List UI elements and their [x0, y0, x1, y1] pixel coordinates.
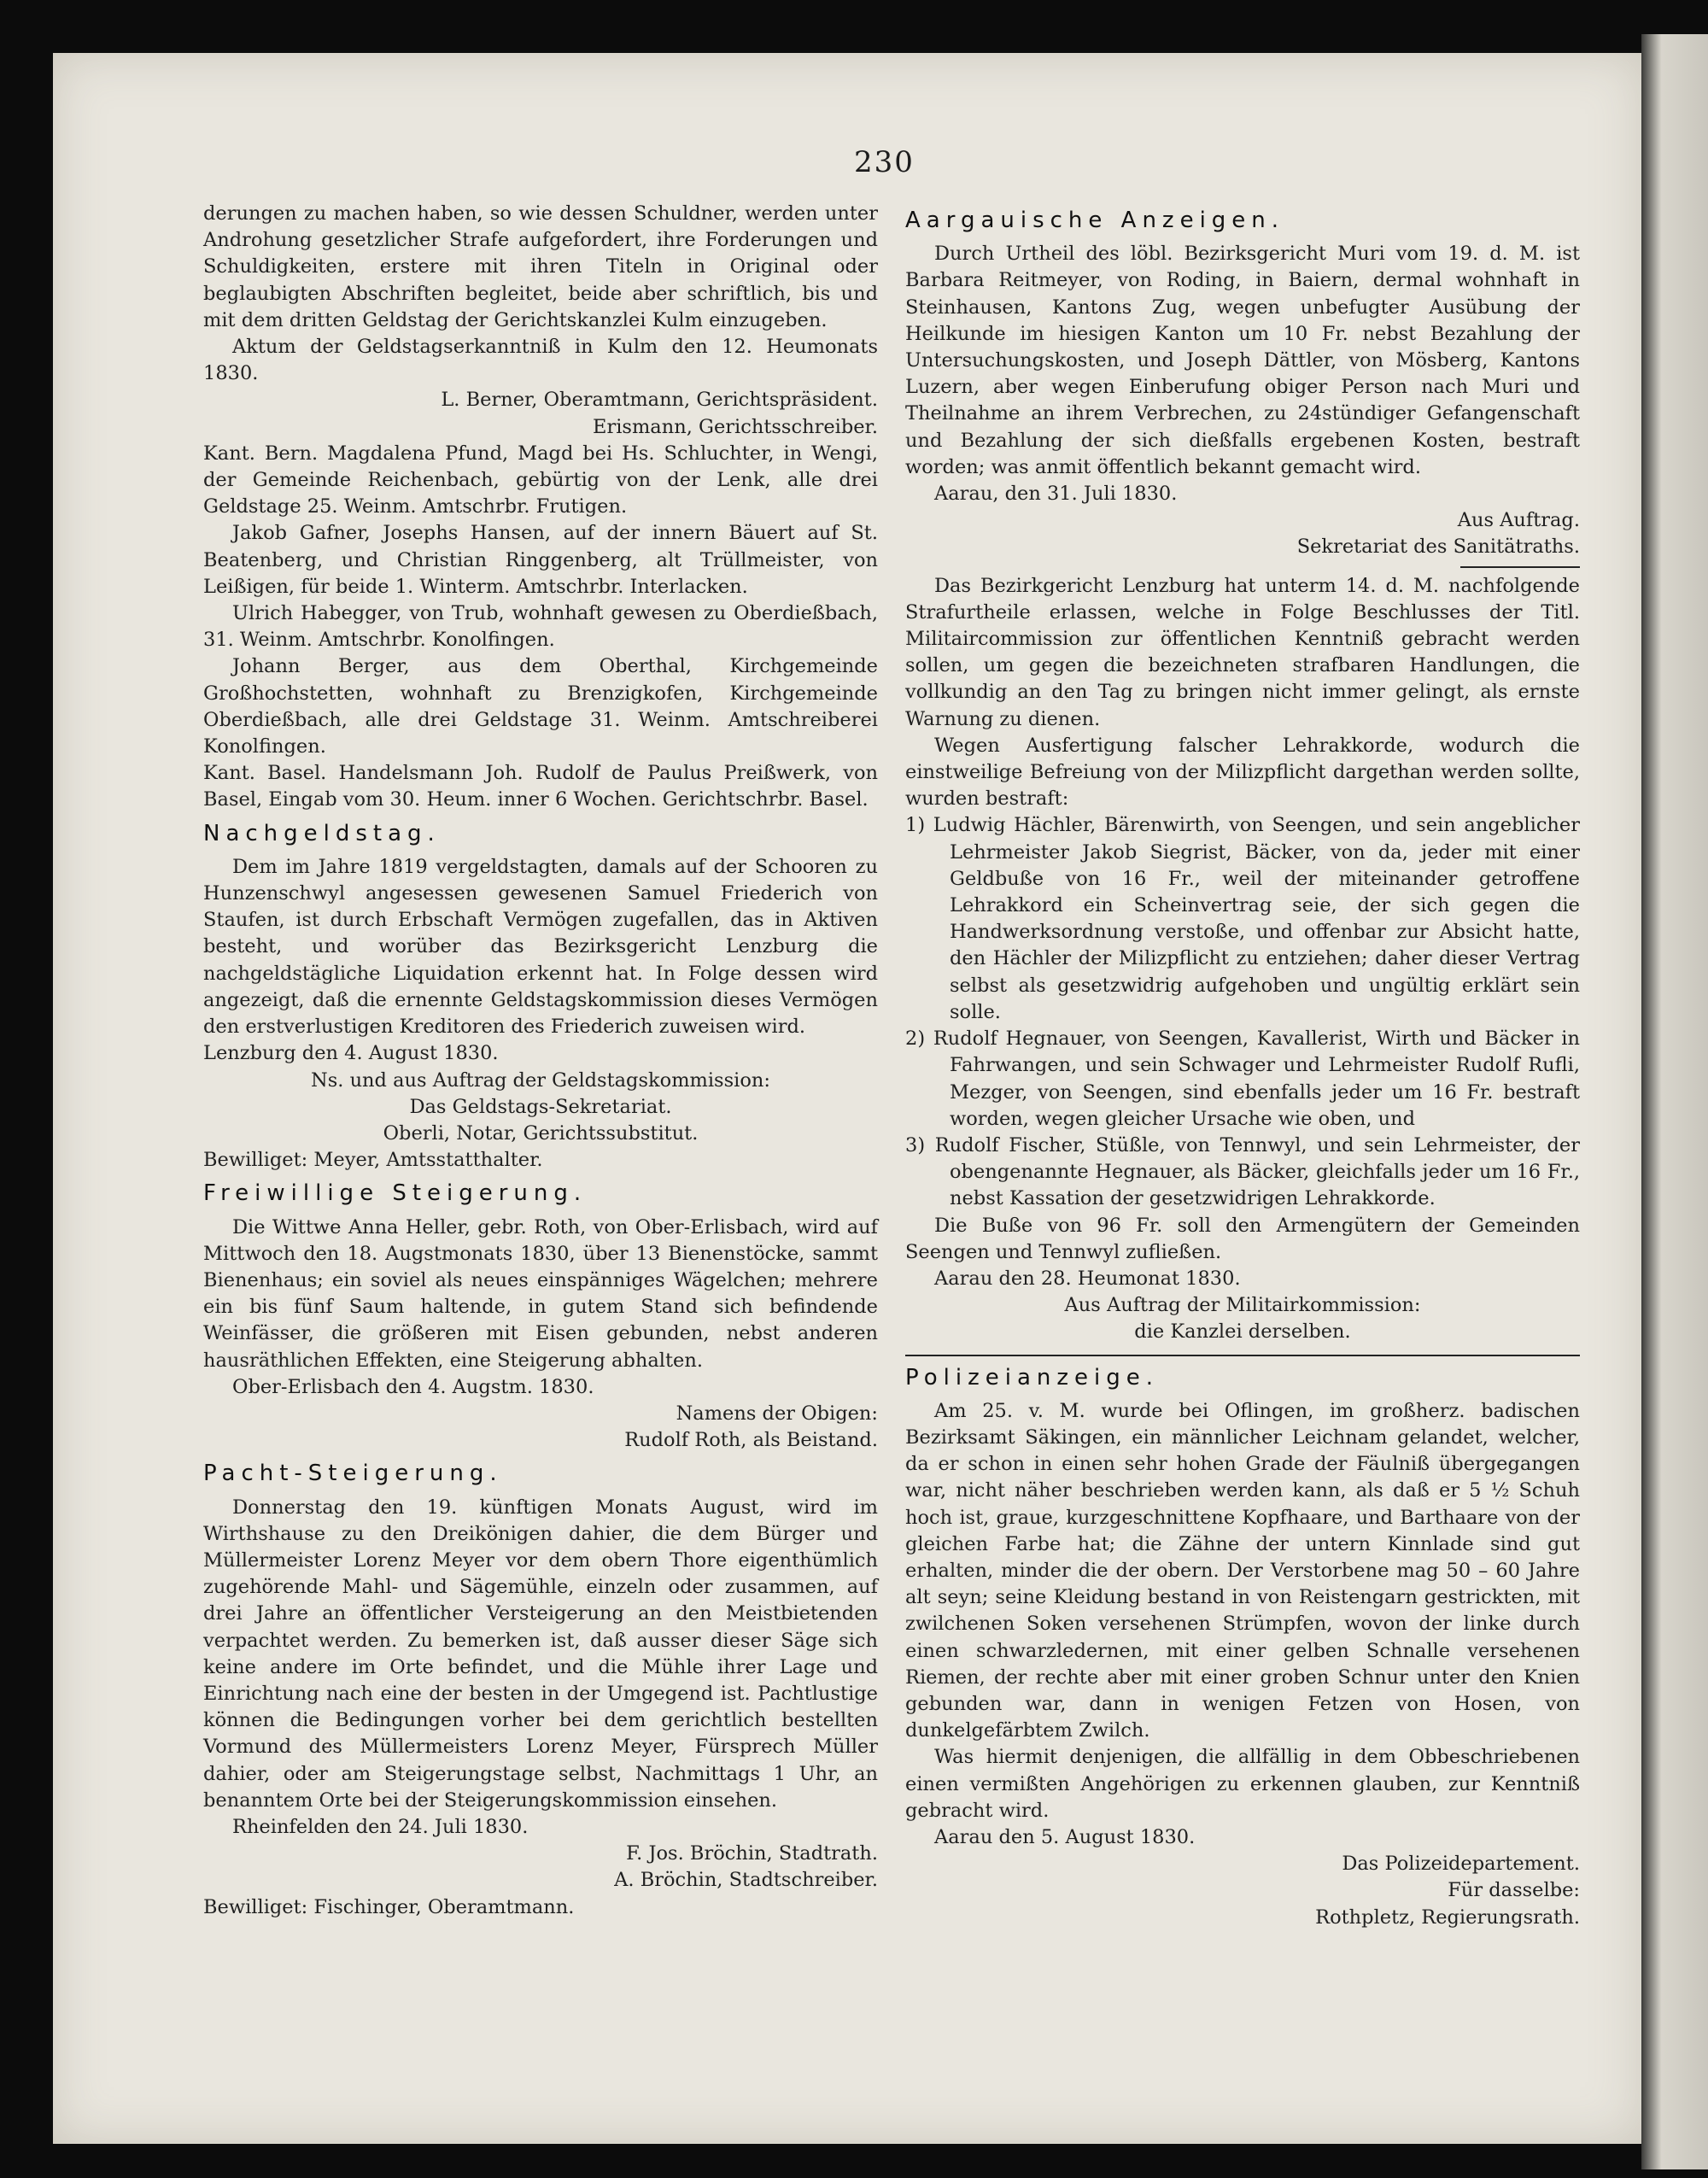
list-item: 3) Rudolf Fischer, Stüßle, von Tennwyl, und sein Lehrmeister, der obengenannte Hegnauer, als Bäcker, gleichfalls jeder um 16 Fr., nebst Kassation der gesetzwidrigen Lehrakkorde. [905, 1133, 1580, 1210]
penalty-list [905, 812, 1580, 1212]
paragraph: Wegen Ausfertigung falscher Lehrakkorde, wodurch die einstweilige Befreiung von der Milizpflicht dargethan werden sollte, wurden bestraft: [905, 734, 1580, 811]
date-line: Ober-Erlisbach den 4. Augstm. 1830. [232, 1375, 594, 1398]
list-item: 2) Rudolf Hegnauer, von Seengen, Kavallerist, Wirth und Bäcker in Fahrwangen, und sein Schwager und Lehrmeister Rudolf Rufli, Mezger, von Seengen, sind ebenfalls jeder um 16 Fr. bestraft worden, wegen gleicher Ursache wie oben, und [905, 1028, 1580, 1130]
signature-line: die Kanzlei derselben. [1134, 1320, 1351, 1344]
signature-line: Oberli, Notar, Gerichtssubstitut. [383, 1121, 699, 1145]
signature-line: A. Bröchin, Stadtschreiber. [614, 1869, 878, 1892]
signature-line: Das Geldstags-Sekretariat. [409, 1095, 672, 1118]
notice: Kant. Basel. Handelsmann Joh. Rudolf de Paulus Preißwerk, von Basel, Eingab vom 30. Heum. inner 6 Wochen. Gerichtschrbr. Basel. [203, 762, 878, 811]
paragraph: Das Bezirkgericht Lenzburg hat unterm 14. d. M. nachfolgende Strafurtheile erlassen, welche in Folge Beschlusses der Titl. Militaircommission zur öffentlichen Kenntniß gebracht werden sollen, um gegen die bezeichneten strafbaren Handlungen, die vollkundig an den Tag zu bringen nicht immer gelingt, als ernste Warnung zu dienen. [905, 574, 1580, 730]
date-line: Aarau den 5. August 1830. [934, 1825, 1196, 1848]
section-heading: Nachgeldstag. [203, 820, 441, 846]
paragraph: Am 25. v. M. wurde bei Oflingen, im großherz. badischen Bezirksamt Säkingen, ein männlicher Leichnam gelandet, welcher, da er schon in einen sehr hohen Grade der Fäulniß übergegangen war, nicht näher beschrieben werden kann, als daß er 5 ½ Schuh hoch ist, graue, kurzgeschnittene Kopfhaare, und Barthaare von der gleichen Farbe hat; die Zähne der untern Kinnlade sind gut erhalten, minder die der obern. Der Verstorbene mag 50 – 60 Jahre alt seyn; seine Kleidung bestand in von Reistengarn gestrickten, mit zwilchenen Soken versehenen Strümpfen, wovon der linke durch einen schwarzledernen, mit einer gelben Schnalle versehenen Riemen, der rechte aber mit einer groben Schnur unter den Knien gebunden war, dann in wenigen Fetzen von Hosen, von dunkelgefärbtem Zwilch. [905, 1399, 1580, 1742]
signature-line: Sekretariat des Sanitätraths. [1296, 536, 1580, 559]
separator-rule [905, 1355, 1580, 1356]
page-number: 230 [854, 145, 915, 179]
date-line: Lenzburg den 4. August 1830. [203, 1042, 499, 1065]
signature-line: Aus Auftrag. [1457, 509, 1580, 532]
signature-line: L. Berner, Oberamtmann, Gerichtspräsident. [441, 389, 878, 412]
notice: Jakob Gafner, Josephs Hansen, auf der innern Bäuert auf St. Beatenberg, und Christian Ringgenberg, alt Trüllmeister, von Leißigen, für beide 1. Winterm. Amtschrbr. Interlacken. [203, 522, 878, 598]
notice: Kant. Bern. Magdalena Pfund, Magd bei Hs. Schluchter, in Wengi, der Gemeinde Reichenbach, gebürtig von der Lenk, alle drei Geldstage 25. Weinm. Amtschrbr. Frutigen. [203, 442, 878, 518]
section-heading: Pacht-Steigerung. [203, 1461, 503, 1487]
right-column [905, 201, 1580, 1931]
signature-line: Für dasselbe: [1448, 1879, 1580, 1902]
signature-line: F. Jos. Bröchin, Stadtrath. [626, 1842, 878, 1865]
signature-line: Aus Auftrag der Militairkommission: [1064, 1294, 1421, 1317]
paragraph: Aktum der Geldstagserkanntniß in Kulm den 12. Heumonats 1830. [203, 336, 878, 385]
notice: Ulrich Habegger, von Trub, wohnhaft gewesen zu Oberdießbach, 31. Weinm. Amtschrbr. Konolfingen. [203, 602, 878, 652]
paragraph: Durch Urtheil des löbl. Bezirksgericht Muri vom 19. d. M. ist Barbara Reitmeyer, von Roding, in Baiern, dermal wohnhaft in Steinhausen, Kantons Zug, wegen unbefugter Ausübung der Heilkunde im hiesigen Kanton um 10 Fr. nebst Bezahlung der Untersuchungskosten, und Joseph Dättler, von Mösberg, Kantons Luzern, aber wegen Einberufung obiger Person nach Muri und Theilnahme an ihrem Verbrechen, zu 24stündiger Gefangenschaft und Bezahlung der sich dießfalls ergebenen Kosten, bestraft worden; was anmit öffentlich bekannt gemacht wird. [905, 243, 1580, 478]
signature-line: Das Polizeidepartement. [1342, 1853, 1580, 1876]
left-column [203, 201, 878, 1921]
paragraph: Was hiermit denjenigen, die allfällig in dem Obbeschriebenen einen vermißten Angehörigen zu erkennen glauben, zur Kenntniß gebracht wird. [905, 1746, 1580, 1822]
paragraph: Donnerstag den 19. künftigen Monats August, wird im Wirthshause zu den Dreikönigen dahier, die dem Bürger und Müllermeister Lorenz Meyer vor dem obern Thore eigenthümlich zugehörende Mahl- und Sägemühle, einzeln oder zusammen, auf drei Jahre an öffentlicher Versteigerung an den Meistbietenden verpachtet werden. Zu bemerken ist, daß ausser dieser Säge sich keine andere im Orte befindet, und die Mühle ihrer Lage und Einrichtung nach eine der besten in der Umgegend ist. Pachtlustige können die Bedingungen vorher bei dem gerichtlich bestellten Vormund des Müllermeisters Lorenz Meyer, Fürsprech Müller dahier, oder am Steigerungstage selbst, Nachmittags 1 Uhr, an benanntem Orte bei der Steigerungskommission einsehen. [203, 1496, 878, 1812]
paragraph: Die Buße von 96 Fr. soll den Armengütern der Gemeinden Seengen und Tennwyl zufließen. [905, 1214, 1580, 1263]
paragraph: derungen zu machen haben, so wie dessen Schuldner, werden unter Androhung gesetzlicher Strafe aufgefordert, ihre Forderungen und Schuldigkeiten, erstere mit ihren Titeln in Original oder beglaubigten Abschriften begleitet, beide aber schriftlich, bis und mit dem dritten Geldstag der Gerichtskanzlei Kulm einzugeben. [203, 202, 878, 331]
paragraph: Die Wittwe Anna Heller, gebr. Roth, von Ober-Erlisbach, wird auf Mittwoch den 18. Augstmonats 1830, über 13 Bienenstöcke, sammt Bienenhaus; ein soviel als neues einspänniges Wägelchen; mehrere ein bis fünf Saum haltende, in gutem Stand sich befindende Weinfässer, die größeren mit Eisen gebunden, nebst anderen hausräthlichen Effekten, eine Steigerung abhalten. [203, 1215, 878, 1372]
approval-line: Bewilliget: Fischinger, Oberamtmann. [203, 1895, 575, 1918]
section-heading: Freiwillige Steigerung. [203, 1180, 588, 1207]
adjacent-page-edge [1641, 34, 1708, 2169]
signature-line: Rothpletz, Regierungsrath. [1315, 1906, 1580, 1929]
signature-line: Rudolf Roth, als Beistand. [624, 1429, 878, 1452]
date-line: Aarau, den 31. Juli 1830. [934, 483, 1178, 506]
signature-line: Namens der Obigen: [676, 1402, 878, 1425]
separator-rule [1460, 566, 1580, 568]
signature-line: Ns. und aus Auftrag der Geldstagskommission: [311, 1069, 770, 1092]
date-line: Rheinfelden den 24. Juli 1830. [232, 1815, 529, 1838]
signature-line: Erismann, Gerichtsschreiber. [593, 415, 878, 438]
list-item: 1) Ludwig Hächler, Bärenwirth, von Seengen, und sein angeblicher Lehrmeister Jakob Siegrist, Bäcker, von da, jeder mit einer Geldbuße von 16 Fr., weil der miteinander getroffene Lehrakkord ein Scheinvertrag seie, der sich gegen die Handwerksordnung verstoße, und offenbar zur Absicht hatte, den Hächler der Milizpflicht zu entziehen; daher dieser Vertrag selbst als gesetzwidrig aufgehoben und ungültig erklärt sein solle. [905, 814, 1580, 1023]
date-line: Aarau den 28. Heumonat 1830. [934, 1267, 1241, 1290]
notice: Johann Berger, aus dem Oberthal, Kirchgemeinde Großhochstetten, wohnhaft zu Brenzigkofen, Kirchgemeinde Oberdießbach, alle drei Geldstage 31. Weinm. Amtschreiberei Konolfingen. [203, 655, 878, 758]
paragraph: Dem im Jahre 1819 vergeldstagten, damals auf der Schooren zu Hunzenschwyl angesessen gewesenen Samuel Friederich von Staufen, ist durch Erbschaft Vermögen zugefallen, das in Aktiven besteht, und worüber das Bezirksgericht Lenzburg die nachgeldstägliche Liquidation erkennt hat. In Folge dessen wird angezeigt, daß die ernennte Geldstagskommission dieses Vermögen den erstverlustigen Kreditoren des Friederich zuweisen wird. [203, 855, 878, 1039]
section-heading: Polizeianzeige. [905, 1364, 1160, 1391]
section-heading: Aargauische Anzeigen. [905, 208, 1285, 233]
approval-line: Bewilliget: Meyer, Amtsstatthalter. [203, 1149, 543, 1172]
